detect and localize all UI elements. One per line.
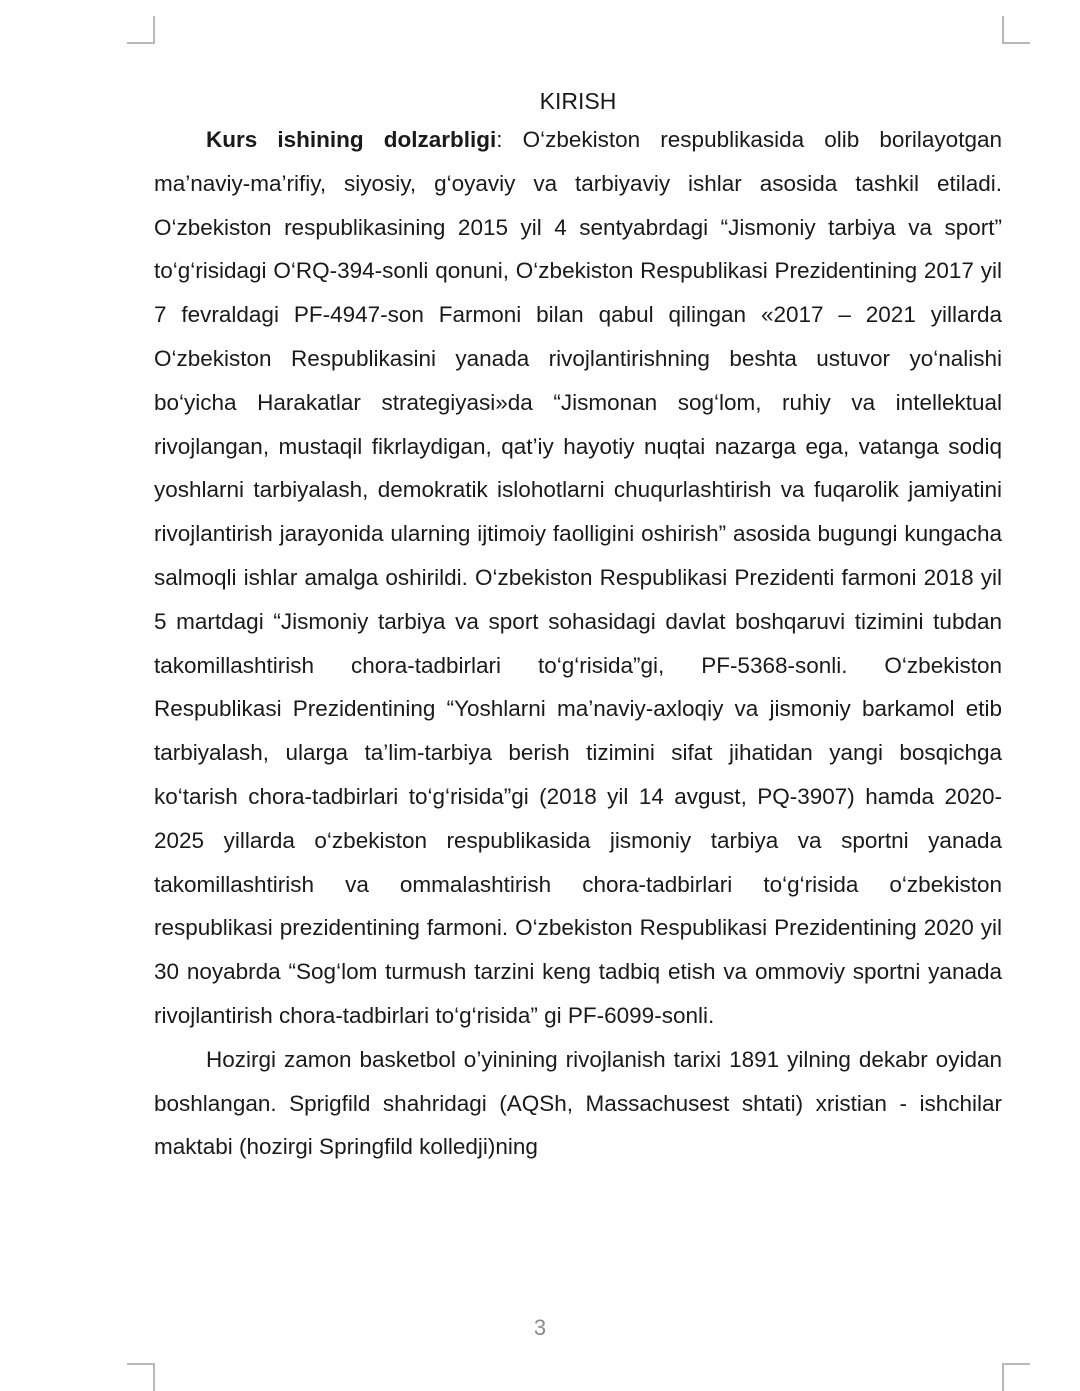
section-title: KIRISH bbox=[539, 88, 617, 114]
document-page bbox=[154, 84, 1002, 1169]
page-number: 3 bbox=[533, 1315, 547, 1340]
page-corner-mark-bottom-left bbox=[127, 1363, 155, 1391]
paragraph-bold-lead: Kurs ishining dolzarbligi bbox=[206, 127, 497, 152]
paragraph-basketball-history bbox=[154, 1038, 1002, 1169]
paragraph-body: : O‘zbekiston respublikasida olib borilayotgan ma’naviy-ma’rifiy, siyosiy, g‘oyaviy va tarbiyaviy ishlar asosida tashkil etiladi. O‘zbekiston respublikasining 2015 yil 4 sentyabrdagi “Jismoniy tarbiya va sport” to‘g‘risidagi O‘RQ-394-sonli qonuni, O‘zbekiston Respublikasi Prezidentining 2017 yil 7 fevraldagi PF-4947-son Farmoni bilan qabul qilingan «2017 – 2021 yillarda O‘zbekiston Respublikasini yanada rivojlantirishning beshta ustuvor yo‘nalishi bo‘yicha Harakatlar strategiyasi»da “Jismonan sog‘lom, ruhiy va intellektual rivojlangan, mustaqil fikrlaydigan, qat’iy hayotiy nuqtai nazarga ega, vatanga sodiq yoshlarni tarbiyalash, demokratik islohotlarni chuqurlashtirish va fuqarolik jamiyatini rivojlantirish jarayonida ularning ijtimoiy faolligini oshirish” asosida bugungi kungacha salmoqli ishlar amalga oshirildi. O‘zbekiston Respublikasi Prezidenti farmoni 2018 yil 5 martdagi “Jismoniy tarbiya va sport sohasidagi davlat boshqaruvi tizimini tubdan takomillashtirish chora-tadbirlari to‘g‘risida”gi, PF-5368-sonli. O‘zbekiston Respublikasi Prezidentining “Yoshlarni ma’naviy-axloqiy va jismoniy barkamol etib tarbiyalash, ularga ta’lim-tarbiya berish tizimini sifat jihatidan yangi bosqichga ko‘tarish chora-tadbirlari to‘g‘risida”gi (2018 yil 14 avgust, PQ-3907) hamda 2020-2025 yillarda o‘zbekiston respublikasida jismoniy tarbiya va sportni yanada takomillashtirish va ommalashtirish chora-tadbirlari to‘g‘risida o‘zbekiston respublikasi prezidentining farmoni. O‘zbekiston Respublikasi Prezidentining 2020 yil 30 noyabrda “Sog‘lom turmush tarzini keng tadbiq etish va ommoviy sportni yanada rivojlantirish chora-tadbirlari to‘g‘risida” gi PF-6099-sonli. bbox=[154, 127, 1002, 1028]
page-corner-mark-top-right bbox=[1002, 16, 1030, 44]
paragraph-relevance bbox=[154, 118, 1002, 1038]
page-corner-mark-top-left bbox=[127, 16, 155, 44]
paragraph-body: Hozirgi zamon basketbol o’yinining rivojlanish tarixi 1891 yilning dekabr oyidan boshlangan. Sprigfild shahridagi (AQSh, Massachusest shtati) xristian - ishchilar maktabi (hozirgi Springfild kolledji)ning bbox=[154, 1046, 1002, 1160]
page-corner-mark-bottom-right bbox=[1002, 1363, 1030, 1391]
